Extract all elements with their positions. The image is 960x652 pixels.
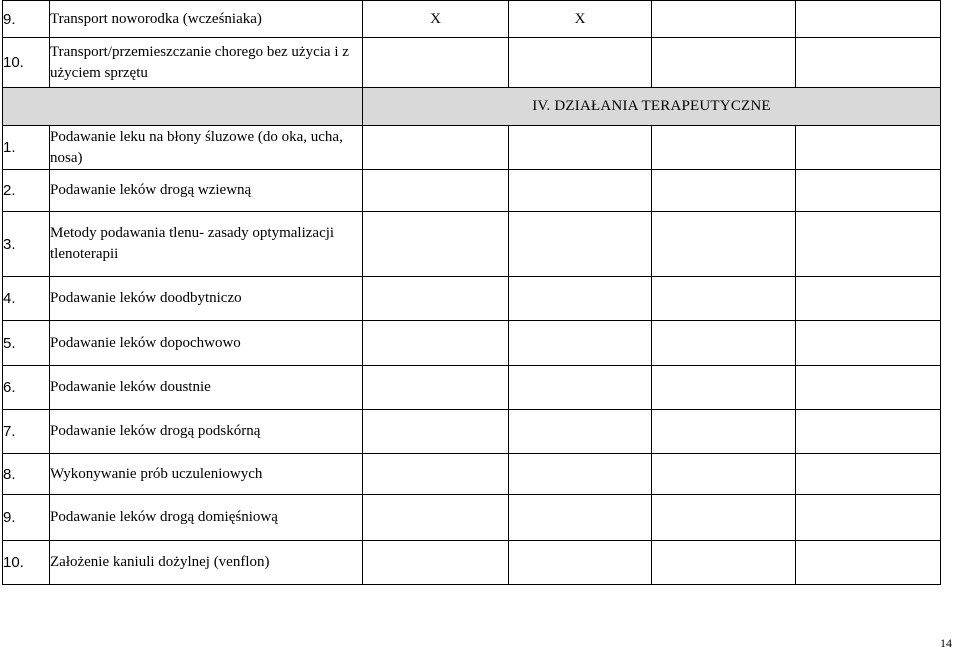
empty-cell xyxy=(796,170,941,212)
row-number: 1. xyxy=(3,126,50,170)
row-number: 9. xyxy=(3,495,50,541)
empty-cell xyxy=(363,277,509,321)
empty-cell xyxy=(509,454,652,495)
empty-cell xyxy=(796,495,941,541)
empty-cell xyxy=(796,126,941,170)
row-number: 3. xyxy=(3,212,50,277)
section-header-shade xyxy=(3,88,363,126)
empty-cell xyxy=(652,277,796,321)
empty-cell xyxy=(652,410,796,454)
empty-cell xyxy=(509,321,652,366)
empty-cell xyxy=(652,1,796,38)
row-number: 9. xyxy=(3,1,50,38)
row-description: Podawanie leków doodbytniczo xyxy=(50,277,363,321)
row-description: Podawanie leków drogą podskórną xyxy=(50,410,363,454)
empty-cell xyxy=(652,495,796,541)
empty-cell xyxy=(796,410,941,454)
section-header-row xyxy=(3,88,941,126)
table-row xyxy=(3,212,941,277)
section-title: IV. DZIAŁANIA TERAPEUTYCZNE xyxy=(363,88,941,126)
table-row xyxy=(3,38,941,88)
empty-cell xyxy=(363,212,509,277)
table-row xyxy=(3,1,941,38)
row-description: Podawanie leku na błony śluzowe (do oka, ucha, nosa) xyxy=(50,126,363,170)
empty-cell xyxy=(796,541,941,585)
empty-cell xyxy=(509,277,652,321)
row-number: 4. xyxy=(3,277,50,321)
row-number: 10. xyxy=(3,38,50,88)
table-row xyxy=(3,321,941,366)
row-description: Podawanie leków doustnie xyxy=(50,366,363,410)
mark-cell: X xyxy=(509,1,652,38)
row-number: 10. xyxy=(3,541,50,585)
empty-cell xyxy=(652,126,796,170)
empty-cell xyxy=(509,410,652,454)
table-row xyxy=(3,366,941,410)
empty-cell xyxy=(509,212,652,277)
row-description: Transport noworodka (wcześniaka) xyxy=(50,1,363,38)
row-description: Wykonywanie prób uczuleniowych xyxy=(50,454,363,495)
empty-cell xyxy=(363,541,509,585)
empty-cell xyxy=(652,454,796,495)
row-number: 6. xyxy=(3,366,50,410)
table-row xyxy=(3,495,941,541)
procedures-table xyxy=(2,0,941,585)
empty-cell xyxy=(796,277,941,321)
table-row xyxy=(3,126,941,170)
empty-cell xyxy=(363,410,509,454)
empty-cell xyxy=(652,541,796,585)
empty-cell xyxy=(652,366,796,410)
table-row xyxy=(3,454,941,495)
empty-cell xyxy=(796,454,941,495)
empty-cell xyxy=(509,495,652,541)
empty-cell xyxy=(652,321,796,366)
row-number: 2. xyxy=(3,170,50,212)
row-description: Transport/przemieszczanie chorego bez użycia i z użyciem sprzętu xyxy=(50,38,363,88)
empty-cell xyxy=(509,541,652,585)
empty-cell xyxy=(509,170,652,212)
row-number: 8. xyxy=(3,454,50,495)
mark-cell: X xyxy=(363,1,509,38)
empty-cell xyxy=(796,38,941,88)
empty-cell xyxy=(509,126,652,170)
empty-cell xyxy=(363,170,509,212)
row-description: Podawanie leków drogą domięśniową xyxy=(50,495,363,541)
table-row xyxy=(3,410,941,454)
table-row xyxy=(3,170,941,212)
row-description: Podawanie leków drogą wziewną xyxy=(50,170,363,212)
row-number: 7. xyxy=(3,410,50,454)
table-row xyxy=(3,277,941,321)
table-row xyxy=(3,541,941,585)
empty-cell xyxy=(363,126,509,170)
empty-cell xyxy=(796,321,941,366)
empty-cell xyxy=(652,170,796,212)
row-description: Podawanie leków dopochwowo xyxy=(50,321,363,366)
empty-cell xyxy=(796,212,941,277)
empty-cell xyxy=(363,454,509,495)
page-number: 14 xyxy=(940,636,952,650)
row-number: 5. xyxy=(3,321,50,366)
empty-cell xyxy=(509,38,652,88)
empty-cell xyxy=(652,38,796,88)
empty-cell xyxy=(363,366,509,410)
row-description: Metody podawania tlenu- zasady optymalizacji tlenoterapii xyxy=(50,212,363,277)
empty-cell xyxy=(363,38,509,88)
empty-cell xyxy=(509,366,652,410)
empty-cell xyxy=(363,321,509,366)
empty-cell xyxy=(652,212,796,277)
row-description: Założenie kaniuli dożylnej (venflon) xyxy=(50,541,363,585)
empty-cell xyxy=(363,495,509,541)
empty-cell xyxy=(796,1,941,38)
empty-cell xyxy=(796,366,941,410)
